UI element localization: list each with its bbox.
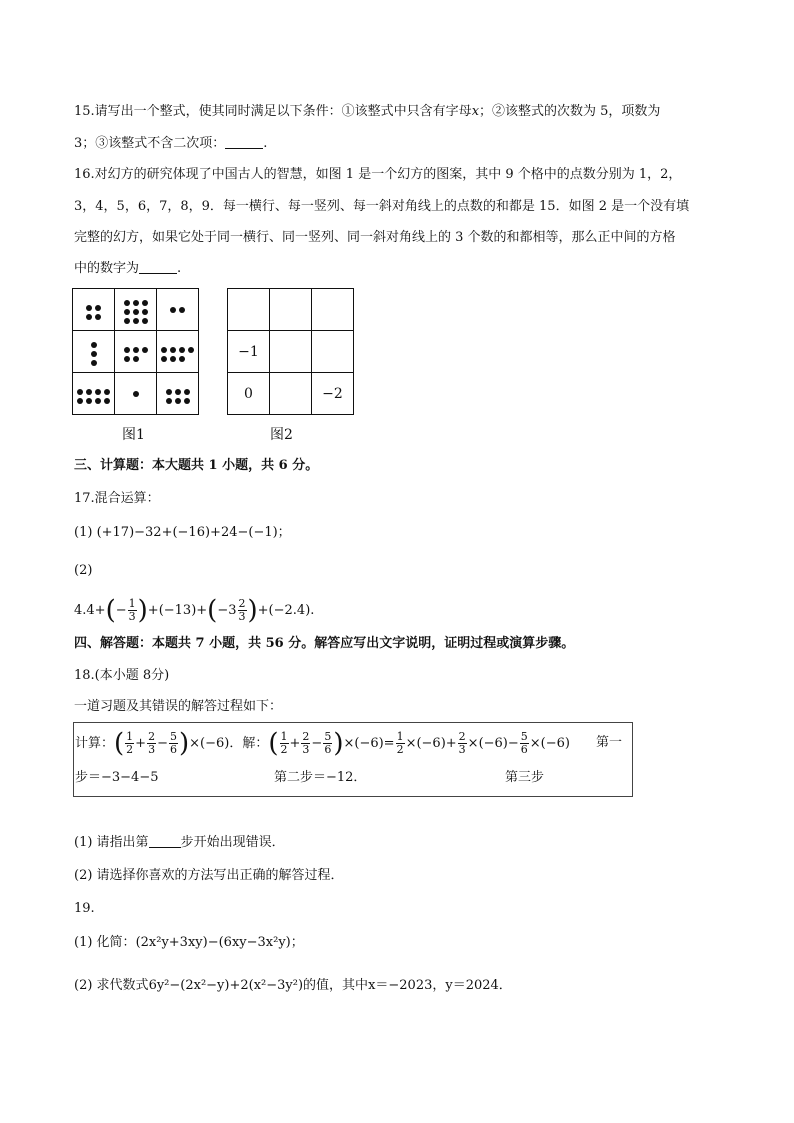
dot: [133, 356, 139, 362]
dot: [86, 305, 92, 311]
fig1-cell: [73, 373, 115, 415]
fig2-cell-value: 0: [244, 385, 253, 402]
dot: [175, 398, 181, 404]
q17-part1: (1) (+17)−32+(−16)+24−(−1)；: [74, 525, 291, 540]
dot: [86, 314, 92, 320]
dot: [133, 347, 139, 353]
dot: [86, 398, 92, 404]
fraction-one-third: $\frac{1}{3}$: [128, 597, 136, 623]
q19-part2-condition: x＝−2023，y＝2024．: [368, 978, 512, 993]
q18-intro: 一道习题及其错误的解答过程如下：: [74, 699, 283, 714]
section-4-heading: 四、解答题：本题共 7 小题，共 56 分。解答应写出文字说明，证明过程或演算步骤。: [74, 636, 575, 651]
var-x: x: [471, 104, 480, 119]
q19-title: 19.: [74, 901, 95, 916]
dot: [166, 398, 172, 404]
dot: [124, 318, 130, 324]
fig1-cell: [73, 331, 115, 373]
dot: [184, 398, 190, 404]
dot-group: [133, 391, 139, 397]
q19-part1-expression: (2x²y+3xy)−(6xy−3x²y)；: [135, 935, 304, 950]
dot-group: [166, 389, 190, 404]
dot-group: [91, 342, 97, 366]
q17-part1-expression: (+17)−32+(−16)+24−(−1)；: [96, 525, 291, 540]
dot: [95, 389, 101, 395]
section-3-heading: 三、计算题：本大题共 1 小题，共 6 分。: [74, 458, 319, 473]
box-line-2b: 第二步＝−12．: [274, 770, 367, 785]
dot: [142, 318, 148, 324]
fig2-cell: [228, 289, 270, 331]
q17-part2-expression: 4.4+(− $\frac{1}{3}$ )+(−13)+(−3 $\frac{2}{3}$ )+(−2.4).: [74, 595, 315, 626]
q16-line4: 中的数字为 .: [74, 261, 182, 276]
fig2-cell: [270, 289, 312, 331]
fig1-cell: [157, 373, 199, 415]
dot: [95, 305, 101, 311]
q19-part2: (2) 求代数式6y²−(2x²−y)+2(x²−3y²)的值，其中x＝−2023，y＝2024．: [74, 978, 512, 993]
box-step1-label: 第一: [596, 735, 623, 750]
dot: [77, 389, 83, 395]
box-line-2a: 步＝−3−4−5: [75, 770, 159, 785]
dot: [95, 314, 101, 320]
q15-line1: 15.请写出一个整式，使其同时满足以下条件：①该整式中只含有字母x；②该整式的次数为 5，项数为: [74, 104, 661, 119]
fig2-cell-value: −1: [238, 343, 259, 360]
dot: [166, 389, 172, 395]
dot: [124, 300, 130, 306]
q19-part2-expression: 6y²−(2x²−y)+2(x²−3y²): [148, 978, 304, 993]
fig1-caption: 图1: [122, 427, 145, 443]
fig2-cell: [270, 331, 312, 373]
dot: [179, 307, 185, 313]
dot: [170, 356, 176, 362]
q18-part1: (1) 请指出第 步开始出现错误．: [74, 835, 285, 850]
q16-line3: 完整的幻方，如果它处于同一横行、同一竖列、同一斜对角线上的 3 个数的和都相等，那么正中间的方格: [74, 230, 676, 245]
dot: [133, 318, 139, 324]
fig1-cell: [115, 289, 157, 331]
dot: [133, 309, 139, 315]
dot: [175, 389, 181, 395]
fig2-caption: 图2: [270, 427, 293, 443]
fig2-cell: [270, 373, 312, 415]
dot: [77, 398, 83, 404]
q16-line1: 16.对幻方的研究体现了中国古人的智慧，如图 1 是一个幻方的图案，其中 9 个格中的点数分别为 1，2，: [74, 167, 682, 182]
dot-group: [124, 300, 148, 324]
dot: [133, 300, 139, 306]
dot-group: [77, 389, 110, 404]
answer-blank-15[interactable]: [225, 134, 263, 149]
dot-group: [170, 307, 185, 313]
fig2-cell: [228, 331, 270, 373]
fig1-cell: [115, 331, 157, 373]
dot: [184, 389, 190, 395]
fig2-cell: [312, 289, 354, 331]
q17-title: 17.混合运算：: [74, 491, 160, 506]
magic-square-figure-2: [227, 288, 354, 415]
dot: [104, 398, 110, 404]
fraction-two-thirds: $\frac{2}{3}$: [238, 597, 246, 623]
q18-part2: (2) 请选择你喜欢的方法写出正确的解答过程．: [74, 868, 344, 883]
fig1-cell: [157, 331, 199, 373]
dot: [91, 360, 97, 366]
box-line-1: 计算：( $\frac{1}{2}$ + $\frac{2}{3}$ − $\frac{5}{6}$ )×(−6)．解：( $\frac{1}{2}$ + $\frac{2}{3}$ − $\frac{5}{6}$ )×(−6)= $\frac{1}{2}$ ×(−6)+ $\frac{2}{3}$ ×(−6)− $\frac{5}{6}$ ×(−6): [75, 728, 570, 759]
dot-group: [124, 347, 148, 362]
magic-square-figure-1: [72, 288, 199, 415]
q17-part2-label: (2): [74, 563, 93, 578]
dot: [124, 309, 130, 315]
q19-part1: (1) 化简：(2x²y+3xy)−(6xy−3x²y)；: [74, 935, 304, 950]
box-line-2c: 第三步: [505, 770, 545, 785]
answer-blank-18[interactable]: [149, 833, 181, 848]
dot-group: [86, 305, 101, 320]
dot-group: [161, 347, 194, 362]
q18-title: 18.(本小题 8分): [74, 668, 170, 683]
dot: [95, 398, 101, 404]
fig1-cell: [115, 373, 157, 415]
dot: [170, 347, 176, 353]
fig1-cell: [157, 289, 199, 331]
dot: [91, 342, 97, 348]
dot: [86, 389, 92, 395]
dot: [142, 309, 148, 315]
q16-line2: 3，4，5，6，7，8，9．每一横行、每一竖列、每一斜对角线上的点数的和都是 15．如图 2 是一个没有填: [74, 199, 690, 214]
q15-line2: 3；③该整式不含二次项： .: [74, 136, 268, 151]
dot: [188, 347, 194, 353]
dot: [91, 351, 97, 357]
dot: [142, 300, 148, 306]
dot: [161, 347, 167, 353]
dot: [124, 356, 130, 362]
dot: [104, 389, 110, 395]
fig2-cell-value: −2: [322, 385, 343, 402]
dot: [142, 347, 148, 353]
dot: [179, 347, 185, 353]
dot: [133, 391, 139, 397]
fig2-cell: [312, 373, 354, 415]
fig2-cell: [312, 331, 354, 373]
dot: [161, 356, 167, 362]
answer-blank-16[interactable]: [139, 259, 177, 274]
dot: [124, 347, 130, 353]
fig1-cell: [73, 289, 115, 331]
dot: [170, 307, 176, 313]
dot: [179, 356, 185, 362]
fig2-cell: [228, 373, 270, 415]
